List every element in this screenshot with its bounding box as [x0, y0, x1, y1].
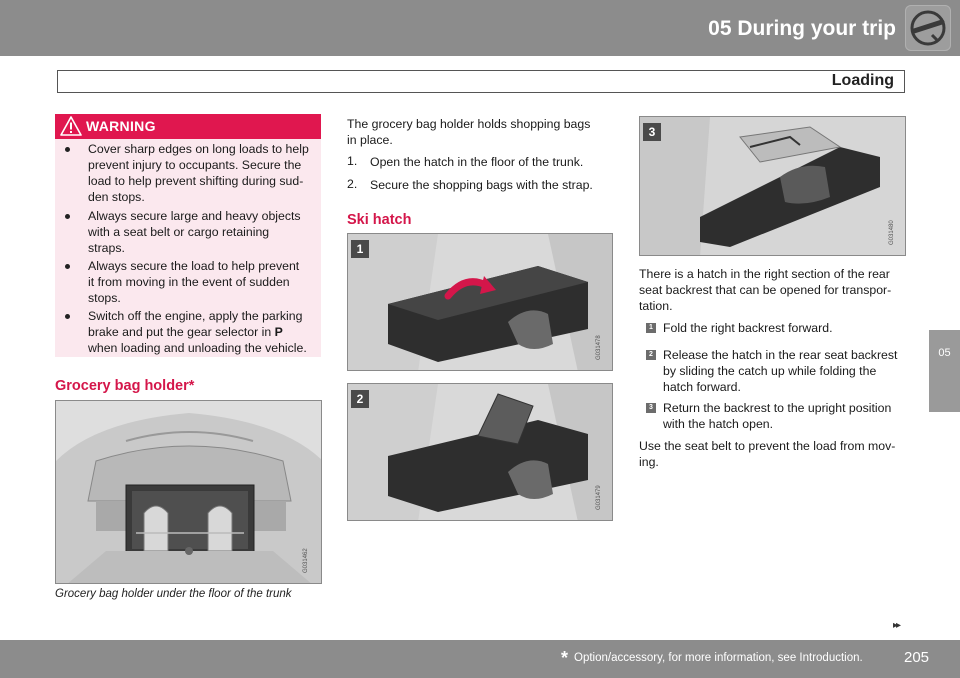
- warning-line: stops.: [88, 291, 121, 305]
- text-line: The grocery bag holder holds shopping bags: [347, 117, 591, 131]
- ski-hatch-outro: [639, 438, 907, 470]
- section-frame: [57, 70, 905, 93]
- warning-item-3: [88, 258, 312, 306]
- page-number: 205: [904, 649, 930, 666]
- image-code: G031479: [596, 485, 602, 510]
- ski-hatch-image-2: [347, 383, 613, 521]
- grocery-caption: Grocery bag holder under the floor of the trunk: [55, 588, 292, 600]
- step-badge: 1: [646, 323, 656, 333]
- warning-bullet: [65, 214, 70, 219]
- step-badge: 2: [646, 350, 656, 360]
- text-line: hatch forward.: [663, 380, 741, 394]
- image-badge: 1: [351, 240, 369, 258]
- grocery-step-2: Secure the shopping bags with the strap.: [370, 178, 593, 192]
- image-badge: 2: [351, 390, 369, 408]
- image-code: G031478: [596, 335, 602, 360]
- warning-line: Cover sharp edges on long loads to help: [88, 142, 309, 156]
- warning-item-4: [88, 308, 312, 356]
- warning-bullet: [65, 147, 70, 152]
- warning-line: straps.: [88, 241, 125, 255]
- text-line: tation.: [639, 299, 673, 313]
- ski-hatch-heading: Ski hatch: [347, 212, 412, 228]
- text-line: There is a hatch in the right section of the rear: [639, 267, 890, 281]
- warning-line: den stops.: [88, 190, 145, 204]
- warning-item-1: [88, 141, 312, 205]
- warning-line: load to help prevent shifting during sud-: [88, 174, 304, 188]
- warning-line: prevent injury to occupants. Secure the: [88, 158, 302, 172]
- warning-triangle-icon: [60, 116, 82, 141]
- ski-step-3: [663, 400, 891, 432]
- warning-line: when loading and unloading the vehicle.: [88, 341, 307, 355]
- grocery-step-1: Open the hatch in the floor of the trunk.: [370, 155, 584, 169]
- warning-line: Always secure the load to help prevent: [88, 259, 300, 273]
- text-line: in place.: [347, 133, 393, 147]
- grocery-heading: Grocery bag holder*: [55, 378, 195, 394]
- chapter-title: 05 During your trip: [708, 17, 896, 40]
- text-line: Use the seat belt to prevent the load from mov-: [639, 439, 896, 453]
- warning-item-2: [88, 208, 312, 256]
- warning-line: Always secure large and heavy objects: [88, 209, 301, 223]
- warning-line: it from moving in the event of sudden: [88, 275, 290, 289]
- chapter-side-tab[interactable]: [929, 330, 960, 412]
- step-number: 2.: [347, 177, 358, 191]
- ski-hatch-image-1: [347, 233, 613, 371]
- image-code: G031480: [889, 220, 895, 245]
- footer-note: Option/accessory, for more information, see Introduction.: [574, 652, 863, 664]
- warning-label: WARNING: [86, 118, 156, 134]
- text-line: Return the backrest to the upright position: [663, 401, 892, 415]
- step-number: 1.: [347, 154, 358, 168]
- section-title: Loading: [831, 72, 894, 89]
- grocery-intro: [347, 116, 612, 148]
- ski-hatch-image-3: [639, 116, 906, 256]
- next-page-arrows[interactable]: ▸▸: [893, 620, 900, 631]
- gear-position-p: P: [274, 325, 283, 339]
- warning-line-text: brake and put the gear selector in: [88, 325, 275, 339]
- grocery-bag-holder-image: [55, 400, 322, 584]
- chapter-side-tab-label: 05: [938, 347, 951, 359]
- image-code: G031462: [303, 548, 309, 573]
- footer-star: *: [561, 648, 569, 668]
- warning-line: Switch off the engine, apply the parking: [88, 309, 303, 323]
- ski-step-2: [663, 347, 897, 395]
- warning-bullet: [65, 314, 70, 319]
- step-badge: 3: [646, 403, 656, 413]
- warning-line: [88, 324, 312, 340]
- text-line: Fold the right backrest forward.: [663, 321, 833, 335]
- steering-wheel-icon: [905, 5, 951, 51]
- text-line: seat backrest that can be opened for transpor-: [639, 283, 892, 297]
- text-line: Release the hatch in the rear seat backrest: [663, 348, 898, 362]
- text-line: with the hatch open.: [663, 417, 774, 431]
- ski-hatch-intro: [639, 266, 907, 314]
- warning-line: with a seat belt or cargo retaining: [88, 225, 270, 239]
- ski-step-1: [663, 320, 833, 336]
- warning-bullet: [65, 264, 70, 269]
- text-line: ing.: [639, 455, 659, 469]
- text-line: by sliding the catch up while folding the: [663, 364, 877, 378]
- image-badge: 3: [643, 123, 661, 141]
